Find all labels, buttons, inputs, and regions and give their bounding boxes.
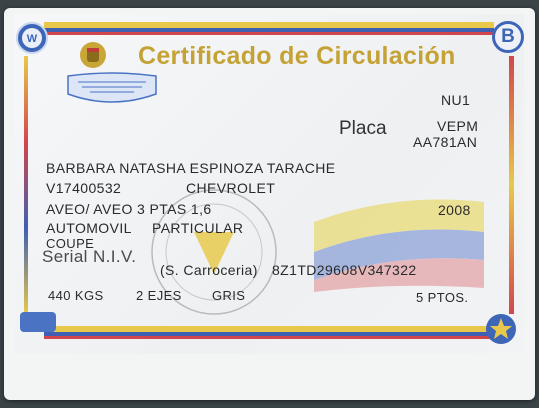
vehicle-weight: 440 KGS — [48, 288, 104, 303]
border-stripe-bottom-red — [44, 336, 494, 339]
owner-name: BARBARA NATASHA ESPINOZA TARACHE — [46, 160, 336, 176]
chassis-label: (S. Carroceria) — [160, 262, 258, 278]
serial-number: 8Z1TD29608V347322 — [272, 262, 417, 278]
border-left — [24, 56, 28, 314]
document-code: NU1 — [441, 92, 471, 108]
document-title: Certificado de Circulación — [138, 42, 456, 70]
plate-number: AA781AN — [413, 134, 478, 150]
badge-w-label: W — [26, 33, 38, 45]
border-right — [509, 56, 514, 314]
badge-b: B — [492, 21, 524, 53]
plate-label: Placa — [339, 118, 387, 139]
institution-banner-icon — [62, 70, 162, 112]
vehicle-usage: PARTICULAR — [152, 220, 244, 236]
vehicle-seats: 5 PTOS. — [416, 290, 469, 305]
border-stripe-top-red — [44, 32, 494, 35]
vehicle-body-type: COUPE — [46, 236, 95, 251]
vehicle-class: AUTOMOVIL — [46, 220, 132, 236]
vehicle-color: GRIS — [212, 288, 246, 303]
vehicle-model: AVEO/ AVEO 3 PTAS 1,6 — [46, 201, 212, 217]
vehicle-year: 2008 — [438, 202, 471, 218]
owner-id: V17400532 — [46, 180, 122, 196]
vehicle-axles: 2 EJES — [136, 288, 182, 303]
circulation-certificate-card — [14, 14, 524, 354]
vehicle-make: CHEVROLET — [186, 180, 276, 196]
corner-emblem-icon — [20, 312, 56, 332]
coat-of-arms-icon — [78, 40, 108, 70]
serial-label: Serial N.I.V. — [42, 247, 137, 266]
plate-type: VEPM — [437, 118, 479, 134]
corner-star-icon — [484, 312, 518, 346]
badge-w-icon — [16, 22, 48, 54]
